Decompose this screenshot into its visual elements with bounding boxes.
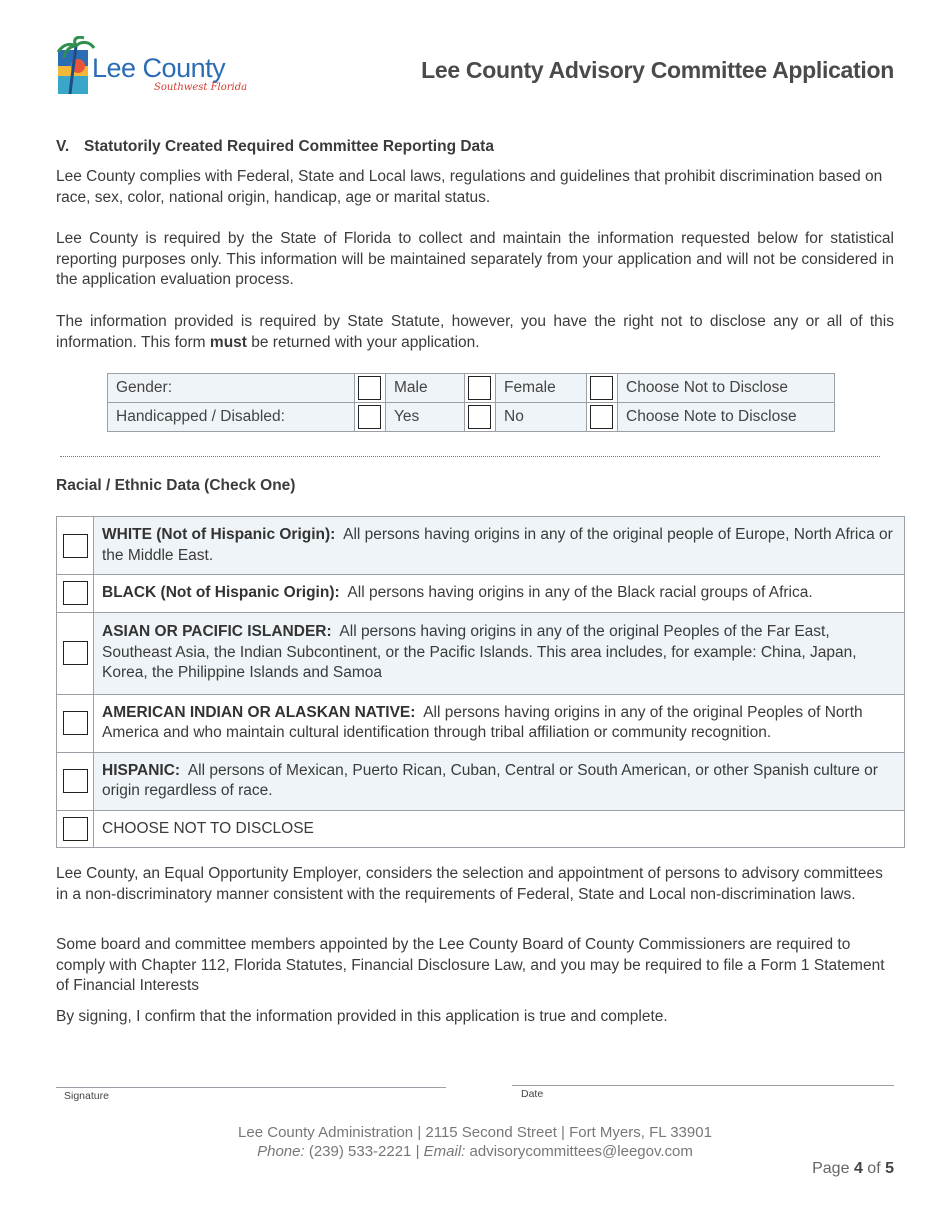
footer-address: Lee County Administration | 2115 Second Street | Fort Myers, FL 33901: [238, 1124, 712, 1141]
signature-line[interactable]: [56, 1087, 446, 1088]
gender-not-disclose-checkbox[interactable]: [587, 374, 618, 403]
gender-label: Gender:: [108, 374, 355, 403]
page-of: of: [867, 1160, 881, 1177]
page-prefix: Page: [812, 1160, 850, 1177]
page-number: [812, 1160, 894, 1178]
race-hispanic-checkbox[interactable]: [57, 752, 94, 810]
statute-paragraph: [56, 312, 894, 353]
race-description: All persons having origins in any of the original Peoples of North America and who maintain cultural identification through tribal affiliation or community recognition.: [102, 703, 863, 741]
signature-label: Signature: [64, 1090, 109, 1102]
race-title: AMERICAN INDIAN OR ALASKAN NATIVE:: [102, 703, 416, 721]
gender-disability-table: [107, 373, 835, 432]
disability-no-label: No: [496, 403, 587, 432]
race-table: [56, 516, 905, 848]
statute-text-c: be returned with your application.: [246, 333, 480, 351]
gender-not-disclose-label: Choose Not to Disclose: [618, 374, 835, 403]
race-title: WHITE (Not of Hispanic Origin):: [102, 526, 336, 543]
compliance-paragraph: Lee County complies with Federal, State and Local laws, regulations and guidelines that prohibit discrimination based on race, sex, color, national origin, handicap, age or marital status.: [56, 168, 883, 206]
disability-label: Handicapped / Disabled:: [108, 403, 355, 432]
race-description: All persons having origins in any of the original Peoples of the Far East, Southeast Asia, the Indian Subcontinent, or the Pacific Islands. This area includes, for example: China, Japan, Korea, the Philippine Islands and Samoa: [102, 623, 857, 682]
lee-county-logo: [56, 36, 248, 98]
date-line[interactable]: [512, 1085, 894, 1086]
statute-must: must: [209, 333, 247, 351]
date-label: Date: [521, 1088, 544, 1100]
logo-subtitle: Southwest Florida: [154, 82, 248, 93]
race-white-checkbox[interactable]: [57, 517, 94, 575]
race-title: HISPANIC:: [102, 761, 181, 779]
disability-row: [108, 403, 835, 432]
email-address[interactable]: advisorycommittees@leegov.com: [469, 1143, 693, 1160]
statistical-paragraph: Lee County is required by the State of Florida to collect and maintain the information requested below for statistical reporting purposes only. This information will be maintained separately from your application and will not be considered in the application evaluation process.: [56, 230, 894, 288]
race-title: ASIAN OR PACIFIC ISLANDER:: [102, 623, 332, 641]
gender-row: [108, 374, 835, 403]
disability-not-disclose-checkbox[interactable]: [587, 403, 618, 432]
section-title: Statutorily Created Required Committee Reporting Data: [84, 138, 494, 155]
race-heading: Racial / Ethnic Data (Check One): [56, 477, 296, 494]
logo-text: Lee County: [92, 53, 226, 83]
disability-no-checkbox[interactable]: [465, 403, 496, 432]
disability-yes-label: Yes: [386, 403, 465, 432]
gender-female-label: Female: [496, 374, 587, 403]
equal-opportunity-paragraph: Lee County, an Equal Opportunity Employer, considers the selection and appointment of persons to advisory committees in a non-discriminatory manner consistent with the requirements of Federal, State and Local non-discrimination laws.: [56, 865, 883, 903]
race-row: [57, 810, 905, 848]
document-title: Lee County Advisory Committee Application: [421, 57, 894, 83]
race-row: [57, 612, 905, 694]
gender-male-checkbox[interactable]: [355, 374, 386, 403]
palm-tree-icon: [56, 36, 96, 98]
disability-not-disclose-label: Choose Note to Disclose: [618, 403, 835, 432]
race-row: [57, 752, 905, 810]
contact-separator: |: [415, 1143, 420, 1160]
statute-text-a: The information provided is required by State Statute, however, you have the right not to disclose any or all of this information. This form: [56, 313, 894, 351]
race-description: All persons having origins in any of the original people of Europe, North Africa or the Middle East.: [102, 526, 893, 564]
race-black-checkbox[interactable]: [57, 575, 94, 613]
page-current: 4: [853, 1160, 863, 1177]
race-description: All persons of Mexican, Puerto Rican, Cuban, Central or South American, or other Spanish culture or origin regardless of race.: [102, 761, 878, 799]
race-not-disclose-checkbox[interactable]: [57, 810, 94, 848]
financial-disclosure-paragraph: Some board and committee members appointed by the Lee County Board of County Commissioners are required to comply with Chapter 112, Florida Statutes, Financial Disclosure Law, and you may be required to file a Form 1 Statement of Financial Interests: [56, 936, 885, 994]
footer-contact: [0, 1143, 950, 1160]
disability-yes-checkbox[interactable]: [355, 403, 386, 432]
gender-female-checkbox[interactable]: [465, 374, 496, 403]
phone-number: (239) 533-2221: [308, 1143, 412, 1160]
email-label: Email:: [423, 1143, 466, 1160]
race-title: BLACK (Not of Hispanic Origin):: [102, 584, 340, 601]
section-heading: [56, 138, 494, 156]
confirmation-paragraph: By signing, I confirm that the information provided in this application is true and complete.: [56, 1008, 668, 1025]
race-description: All persons having origins in any of the Black racial groups of Africa.: [347, 584, 813, 601]
dotted-divider: [60, 456, 880, 457]
race-description: CHOOSE NOT TO DISCLOSE: [102, 819, 314, 837]
phone-label: Phone:: [257, 1143, 305, 1160]
page-total: 5: [885, 1160, 894, 1177]
race-asian-checkbox[interactable]: [57, 612, 94, 694]
section-number: V.: [56, 138, 70, 155]
race-row: [57, 575, 905, 613]
race-american-indian-checkbox[interactable]: [57, 694, 94, 752]
race-row: [57, 694, 905, 752]
gender-male-label: Male: [386, 374, 465, 403]
race-row: [57, 517, 905, 575]
